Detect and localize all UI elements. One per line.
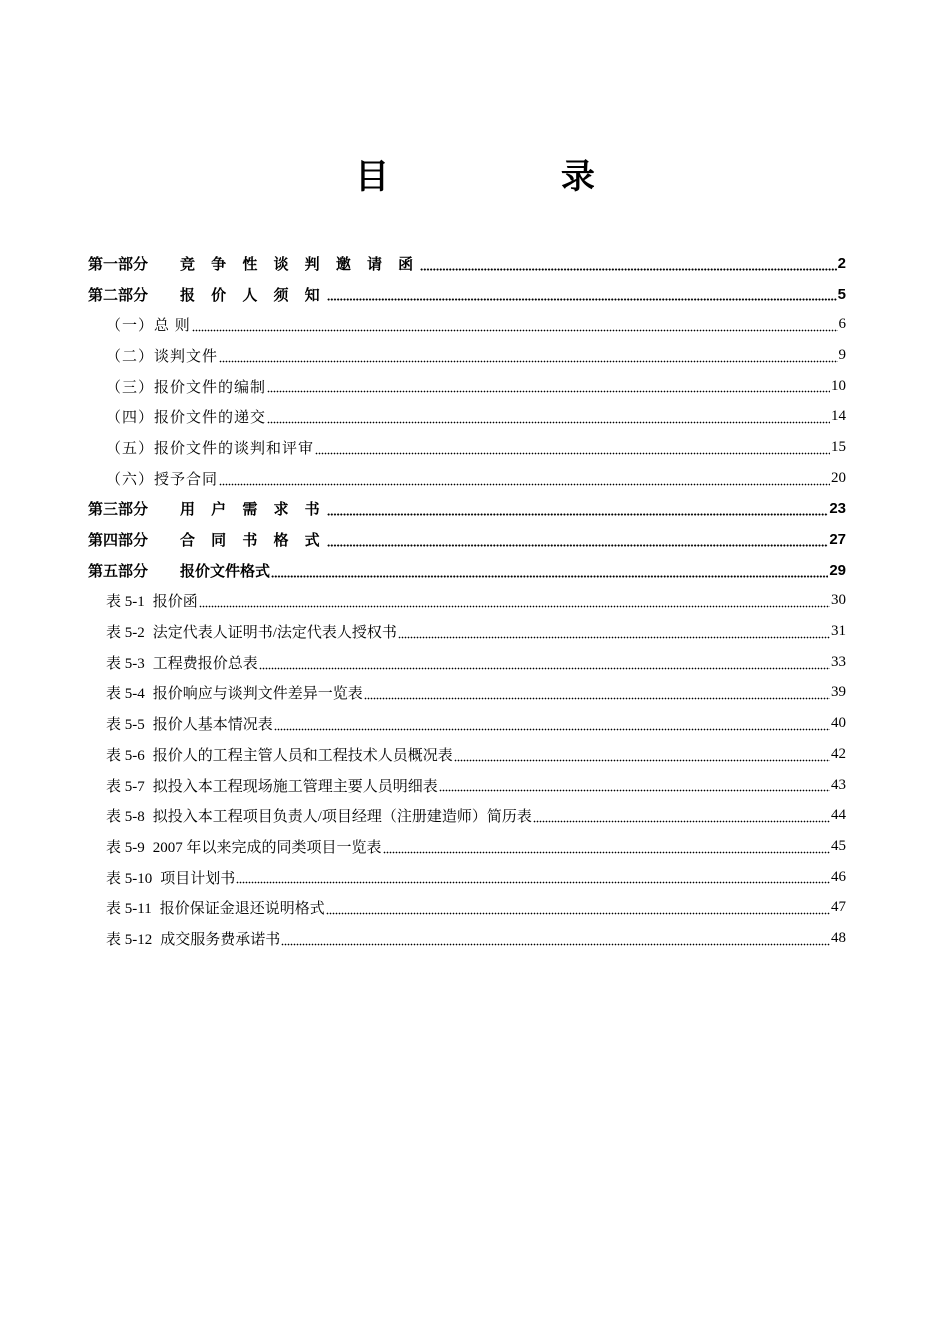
toc-entry-table[interactable] <box>88 862 846 893</box>
toc-table-number: 表 5-11 <box>106 901 152 918</box>
toc-title: 目 录 <box>355 157 675 197</box>
toc-dot-leader <box>398 625 830 639</box>
toc-dot-leader <box>274 717 830 731</box>
toc-entry-part[interactable] <box>88 524 846 555</box>
toc-entry-table[interactable] <box>88 739 846 770</box>
toc-dot-leader <box>326 901 830 915</box>
toc-dot-leader <box>420 257 836 271</box>
toc-page-number: 45 <box>831 837 846 854</box>
toc-dot-leader <box>383 840 830 854</box>
toc-entry-text: 报价人的工程主管人员和工程技术人员概况表 <box>152 747 453 764</box>
toc-table-number: 表 5-1 <box>106 594 145 611</box>
toc-entry-table[interactable] <box>88 770 846 801</box>
toc-page-number: 20 <box>831 469 846 486</box>
toc-entry-text: 竞 争 性 谈 判 邀 请 函 <box>180 255 420 273</box>
toc-dot-leader <box>192 318 838 332</box>
toc-page-number: 30 <box>831 592 846 609</box>
toc-dot-leader <box>327 533 829 547</box>
toc-entry-section[interactable] <box>88 371 846 402</box>
toc-entry-table[interactable] <box>88 647 846 678</box>
toc-entry-part[interactable] <box>88 279 846 310</box>
toc-page-number: 31 <box>831 623 846 640</box>
toc-entry-section[interactable] <box>88 309 846 340</box>
toc-dot-leader <box>315 441 830 455</box>
toc-part-number: 第二部分 <box>88 286 149 304</box>
toc-dot-leader <box>281 932 830 946</box>
toc-dot-leader <box>327 287 837 301</box>
toc-list <box>88 248 846 954</box>
toc-page-number: 43 <box>831 776 846 793</box>
toc-part-number: 第一部分 <box>88 255 149 273</box>
toc-table-number: 表 5-6 <box>106 747 145 764</box>
toc-dot-leader <box>219 349 837 363</box>
toc-table-number: 表 5-9 <box>106 839 145 856</box>
toc-entry-text: 报价函 <box>152 594 198 611</box>
toc-entry-text: 报价保证金退还说明格式 <box>159 901 325 918</box>
toc-part-number: 第五部分 <box>88 562 149 580</box>
toc-entry-text: 合 同 书 格 式 <box>180 532 326 550</box>
toc-dot-leader <box>533 809 830 823</box>
toc-dot-leader <box>219 472 830 486</box>
toc-page-number: 10 <box>831 377 846 394</box>
toc-dot-leader <box>259 656 830 670</box>
toc-part-number: 第四部分 <box>88 532 149 550</box>
toc-entry-table[interactable] <box>88 678 846 709</box>
toc-dot-leader <box>364 686 830 700</box>
toc-page-number: 5 <box>837 285 846 303</box>
toc-entry-text: 报 价 人 须 知 <box>180 286 326 304</box>
toc-dot-leader <box>267 379 830 393</box>
toc-page-number: 29 <box>829 561 846 579</box>
toc-page-number: 44 <box>831 807 846 824</box>
toc-entry-text: 报价响应与谈判文件差异一览表 <box>152 686 363 703</box>
toc-page-number: 23 <box>829 500 846 518</box>
toc-page-number: 46 <box>831 868 846 885</box>
toc-entry-text: 拟投入本工程项目负责人/项目经理（注册建造师）简历表 <box>152 809 532 826</box>
toc-entry-text: （三）报价文件的编制 <box>106 379 267 396</box>
toc-page-number: 47 <box>831 899 846 916</box>
toc-dot-leader <box>236 870 830 884</box>
toc-page-number: 39 <box>831 684 846 701</box>
toc-dot-leader <box>267 410 830 424</box>
toc-dot-leader <box>271 564 828 578</box>
toc-table-number: 表 5-8 <box>106 809 145 826</box>
toc-page-number: 6 <box>838 316 846 333</box>
toc-entry-part[interactable] <box>88 494 846 525</box>
toc-entry-section[interactable] <box>88 463 846 494</box>
toc-page-number: 9 <box>838 346 846 363</box>
toc-entry-text: 法定代表人证明书/法定代表人授权书 <box>152 625 397 642</box>
toc-entry-table[interactable] <box>88 616 846 647</box>
toc-entry-table[interactable] <box>88 923 846 954</box>
toc-entry-table[interactable] <box>88 586 846 617</box>
toc-page-number: 15 <box>831 438 846 455</box>
toc-table-number: 表 5-10 <box>106 870 153 887</box>
toc-table-number: 表 5-2 <box>106 625 145 642</box>
toc-entry-table[interactable] <box>88 892 846 923</box>
toc-dot-leader <box>199 594 830 608</box>
toc-page-number: 42 <box>831 745 846 762</box>
toc-entry-table[interactable] <box>88 708 846 739</box>
toc-table-number: 表 5-4 <box>106 686 145 703</box>
toc-entry-text: （四）报价文件的递交 <box>106 410 267 427</box>
toc-page-number: 33 <box>831 653 846 670</box>
toc-entry-table[interactable] <box>88 831 846 862</box>
toc-table-number: 表 5-12 <box>106 931 153 948</box>
toc-entry-text: 2007 年以来完成的同类项目一览表 <box>152 839 382 856</box>
toc-page-number: 14 <box>831 408 846 425</box>
toc-entry-part[interactable] <box>88 248 846 279</box>
toc-entry-text: 项目计划书 <box>160 870 236 887</box>
toc-entry-text: （一）总 则 <box>106 318 191 335</box>
toc-page-number: 27 <box>829 531 846 549</box>
toc-page-number: 40 <box>831 715 846 732</box>
toc-entry-text: 成交服务费承诺书 <box>160 931 281 948</box>
toc-entry-text: （六）授予合同 <box>106 471 219 488</box>
toc-entry-text: 报价文件格式 <box>180 562 271 580</box>
toc-entry-text: 拟投入本工程现场施工管理主要人员明细表 <box>152 778 438 795</box>
toc-entry-part[interactable] <box>88 555 846 586</box>
toc-dot-leader <box>327 502 829 516</box>
toc-page-number: 2 <box>837 254 846 272</box>
toc-entry-section[interactable] <box>88 432 846 463</box>
toc-entry-text: 工程费报价总表 <box>152 655 258 672</box>
toc-dot-leader <box>454 748 830 762</box>
toc-table-number: 表 5-5 <box>106 717 145 734</box>
toc-table-number: 表 5-7 <box>106 778 145 795</box>
toc-entry-text: （二）谈判文件 <box>106 348 219 365</box>
toc-entry-section[interactable] <box>88 340 846 371</box>
toc-part-number: 第三部分 <box>88 501 149 519</box>
toc-dot-leader <box>439 778 830 792</box>
toc-page-number: 48 <box>831 929 846 946</box>
toc-entry-text: 用 户 需 求 书 <box>180 501 326 519</box>
toc-entry-table[interactable] <box>88 800 846 831</box>
toc-table-number: 表 5-3 <box>106 655 145 672</box>
toc-entry-text: 报价人基本情况表 <box>152 717 273 734</box>
toc-entry-text: （五）报价文件的谈判和评审 <box>106 440 315 457</box>
toc-entry-section[interactable] <box>88 401 846 432</box>
